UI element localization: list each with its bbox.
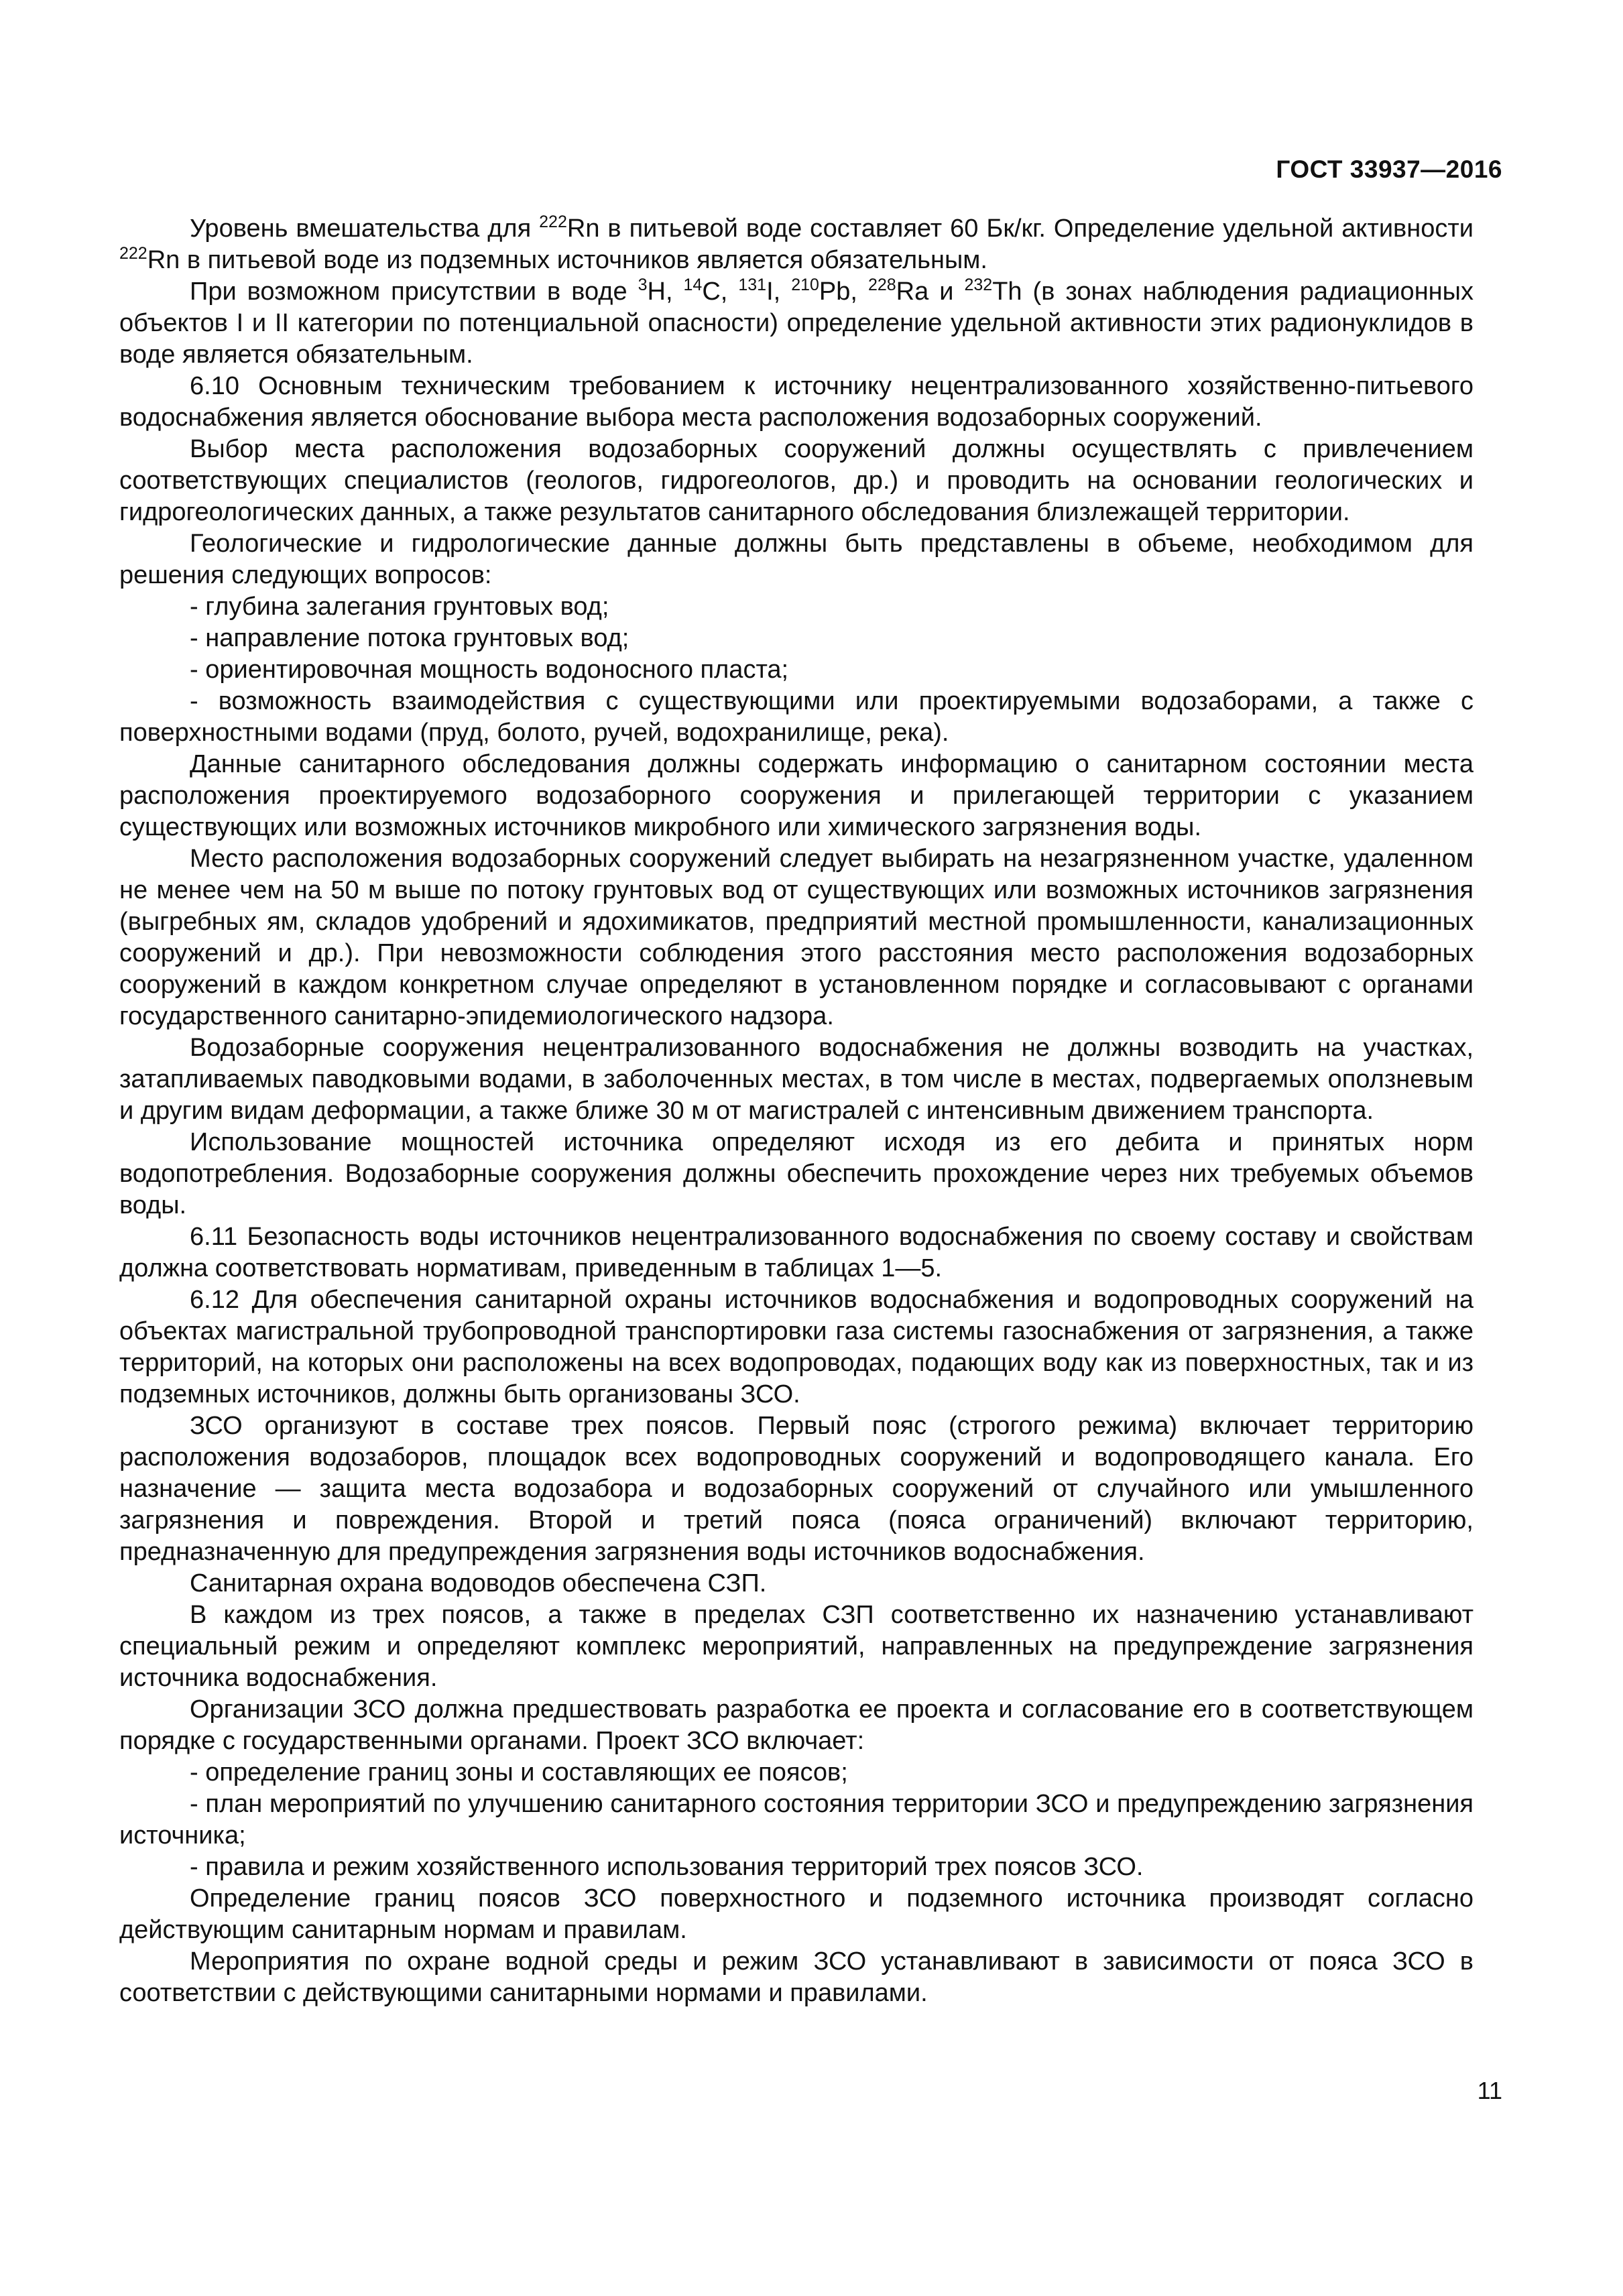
paragraph: Использование мощностей источника определяют исходя из его дебита и принятых норм водопотребления. Водозаборные сооружения должны обеспечить прохождение через них требуемых объемов воды. bbox=[119, 1128, 1474, 1219]
page-number: 11 bbox=[1477, 2077, 1502, 2104]
list-item: - определение границ зоны и составляющих ее поясов; bbox=[190, 1758, 848, 1787]
list-item: - правила и режим хозяйственного использования территорий трех поясов ЗСО. bbox=[190, 1853, 1144, 1881]
paragraph: Мероприятия по охране водной среды и режим ЗСО устанавливают в зависимости от пояса ЗСО в соответствии с действующими санитарными нормами и правилами. bbox=[119, 1947, 1474, 2007]
paragraph-6-11: 6.11 Безопасность воды источников нецентрализованного водоснабжения по своему составу и свойствам должна соответствовать нормативам, приведенным в таблицах 1—5. bbox=[119, 1223, 1474, 1282]
isotope-mass-number: 14 bbox=[683, 276, 703, 294]
isotope-mass-number: 222 bbox=[119, 244, 147, 263]
list-item: - направление потока грунтовых вод; bbox=[190, 624, 629, 652]
list-item: - план мероприятий по улучшению санитарного состояния территории ЗСО и предупреждению загрязнения источника; bbox=[119, 1790, 1474, 1850]
paragraph: Выбор места расположения водозаборных сооружений должны осуществлять с привлечением соответствующих специалистов (геологов, гидрогеологов, др.) и проводить на основании геологических и гидрогеологических данных, а также результатов санитарного обследования близлежащей территории. bbox=[119, 435, 1474, 526]
isotope-mass-number: 232 bbox=[964, 276, 993, 294]
list-item: - глубина залегания грунтовых вод; bbox=[190, 593, 609, 621]
paragraph: Водозаборные сооружения нецентрализованного водоснабжения не должны возводить на участках, затапливаемых паводковыми водами, в заболоченных местах, в том числе в местах, подвергаемых оползневым и другим видам деформации, а также ближе 30 м от магистралей с интенсивным движением транспорта. bbox=[119, 1034, 1474, 1125]
isotope-mass-number: 210 bbox=[791, 276, 819, 294]
paragraph: Определение границ поясов ЗСО поверхностного и подземного источника производят согласно действующим санитарным нормам и правилам. bbox=[119, 1884, 1474, 1944]
paragraph-radon-level: Уровень вмешательства для $^{222}$Rn в питьевой воде составляет 60 Бк/кг. Определение удельной активности $^{222}$Rn в питьевой воде из подземных источников является обязательным. bbox=[119, 213, 1474, 274]
paragraph-6-10: 6.10 Основным техническим требованием к источнику нецентрализованного хозяйственно-питьевого водоснабжения является обоснование выбора места расположения водозаборных сооружений. bbox=[119, 372, 1474, 432]
document-body bbox=[119, 213, 1474, 2009]
paragraph-radionuclides: При возможном присутствии в воде $^3$H, $^{14}$C, $^{131}$I, $^{210}$Pb, $^{228}$Ra и $^{232}$Th (в зонах наблюдения радиационных объектов I и II категории по потенциальной опасности) определение удельной активности этих радионуклидов в воде является обязательным. bbox=[119, 276, 1474, 369]
paragraph: Данные санитарного обследования должны содержать информацию о санитарном состоянии места расположения проектируемого водозаборного сооружения и прилегающей территории с указанием существующих или возможных источников микробного или химического загрязнения воды. bbox=[119, 750, 1474, 841]
isotope-mass-number: 131 bbox=[738, 276, 767, 294]
paragraph: Геологические и гидрологические данные должны быть представлены в объеме, необходимом для решения следующих вопросов: bbox=[119, 530, 1474, 589]
paragraph: Организации ЗСО должна предшествовать разработка ее проекта и согласование его в соответствующем порядке с государственными органами. Проект ЗСО включает: bbox=[119, 1695, 1474, 1755]
document-id-header: ГОСТ 33937—2016 bbox=[1276, 156, 1502, 183]
paragraph-6-12: 6.12 Для обеспечения санитарной охраны источников водоснабжения и водопроводных сооружений на объектах магистральной трубопроводной транспортировки газа системы газоснабжения от загрязнения, а также территорий, на которых они расположены на всех водопроводах, подающих воду как из поверхностных, так и из подземных источников, должны быть организованы ЗСО. bbox=[119, 1286, 1474, 1408]
paragraph: ЗСО организуют в составе трех поясов. Первый пояс (строгого режима) включает территорию расположения водозаборов, площадок всех водопроводных сооружений и водопроводящего канала. Его назначение — защита места водозабора и водозаборных сооружений от случайного или умышленного загрязнения и повреждения. Второй и третий пояса (пояса ограничений) включают территорию, предназначенную для предупреждения загрязнения воды источников водоснабжения. bbox=[119, 1412, 1474, 1566]
isotope-mass-number: 222 bbox=[539, 213, 567, 231]
list-item: - ориентировочная мощность водоносного пласта; bbox=[190, 656, 789, 684]
isotope-mass-number: 3 bbox=[638, 276, 648, 294]
isotope-mass-number: 228 bbox=[867, 276, 896, 294]
paragraph: Место расположения водозаборных сооружений следует выбирать на незагрязненном участке, удаленном не менее чем на 50 м выше по потоку грунтовых вод от существующих или возможных источников загрязнения (выгребных ям, складов удобрений и ядохимикатов, предприятий местной промышленности, канализационных сооружений и др.). При невозможности соблюдения этого расстояния место расположения водозаборных сооружений в каждом конкретном случае определяют в установленном порядке и согласовывают с органами государственного санитарно-эпидемиологического надзора. bbox=[119, 845, 1474, 1030]
paragraph: Санитарная охрана водоводов обеспечена СЗП. bbox=[190, 1569, 767, 1597]
paragraph: В каждом из трех поясов, а также в пределах СЗП соответственно их назначению устанавливают специальный режим и определяют комплекс мероприятий, направленных на предупреждение загрязнения источника водоснабжения. bbox=[119, 1601, 1474, 1692]
list-item: - возможность взаимодействия с существующими или проектируемыми водозаборами, а также с поверхностными водами (пруд, болото, ручей, водохранилище, река). bbox=[119, 687, 1474, 747]
